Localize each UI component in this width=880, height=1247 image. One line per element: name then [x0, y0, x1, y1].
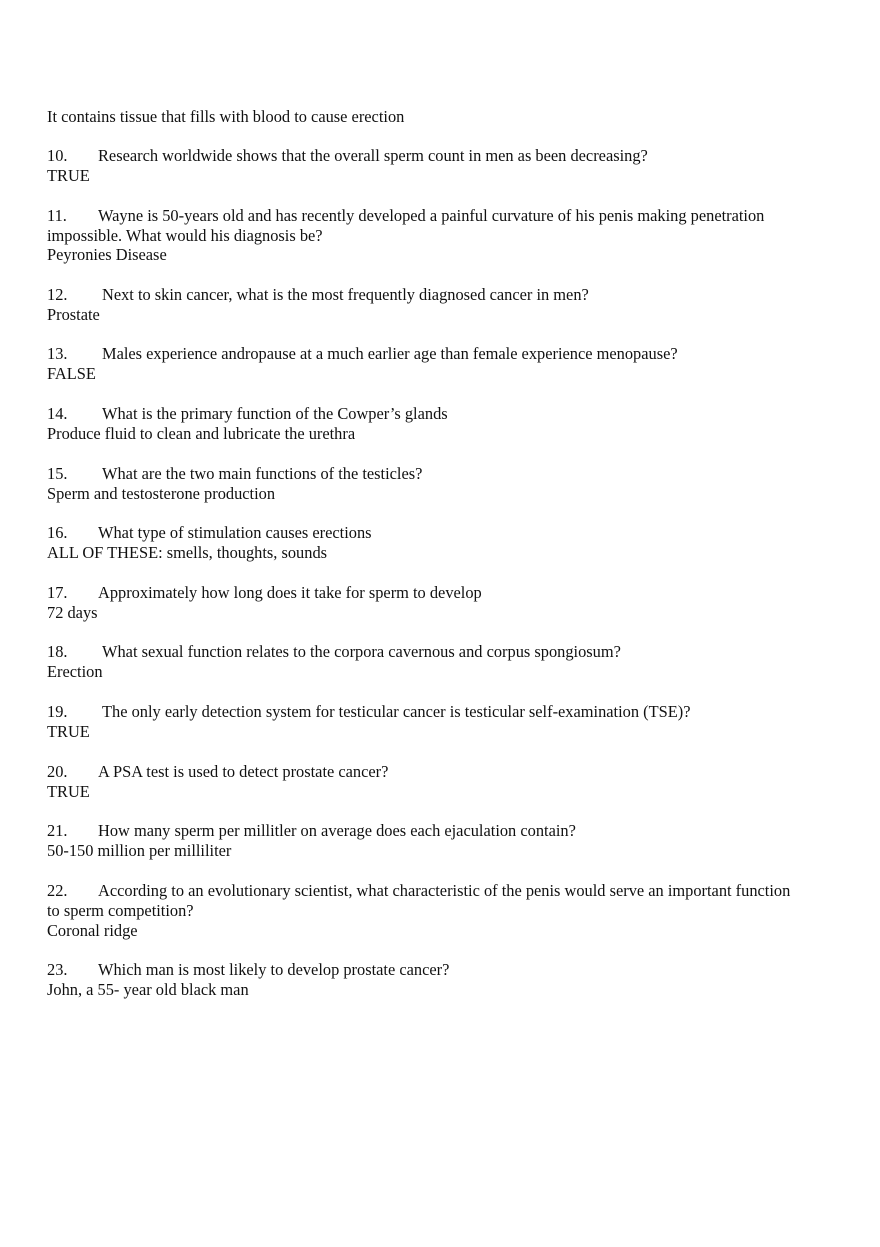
question-text: Approximately how long does it take for sperm to develop — [98, 583, 482, 602]
question-text: Research worldwide shows that the overall sperm count in men as been decreasing? — [98, 146, 648, 165]
question-text: What type of stimulation causes erections — [98, 523, 372, 542]
question-number: 10. — [47, 146, 68, 165]
question-text: Next to skin cancer, what is the most frequently diagnosed cancer in men? — [102, 285, 589, 304]
question-number: 22. — [47, 881, 68, 900]
question-number: 17. — [47, 583, 68, 602]
question-number: 12. — [47, 285, 68, 304]
question-number: 20. — [47, 762, 68, 781]
answer-text: 50-150 million per milliliter — [47, 841, 232, 860]
question-text-line1: According to an evolutionary scientist, what characteristic of the penis would serve an important function — [98, 881, 791, 900]
question-number: 19. — [47, 702, 68, 721]
question-number: 23. — [47, 960, 68, 979]
question-text: How many sperm per millitler on average does each ejaculation contain? — [98, 821, 576, 840]
answer-text: TRUE — [47, 722, 90, 741]
question-text-line1: Wayne is 50-years old and has recently developed a painful curvature of his penis making penetration — [98, 206, 765, 225]
answer-text: Peyronies Disease — [47, 245, 167, 264]
question-text: Males experience andropause at a much earlier age than female experience menopause? — [102, 344, 678, 363]
answer-text: ALL OF THESE: smells, thoughts, sounds — [47, 543, 328, 562]
answer-text: TRUE — [47, 782, 90, 801]
question-number: 16. — [47, 523, 68, 542]
answer-text: Erection — [47, 662, 103, 681]
question-text: What are the two main functions of the testicles? — [102, 464, 423, 483]
answer-text: Sperm and testosterone production — [47, 484, 276, 503]
question-text: The only early detection system for testicular cancer is testicular self-examination (TSE)? — [102, 702, 691, 721]
question-number: 21. — [47, 821, 68, 840]
question-text: What is the primary function of the Cowper’s glands — [102, 404, 448, 423]
answer-text: John, a 55- year old black man — [47, 980, 249, 999]
question-text: Which man is most likely to develop prostate cancer? — [98, 960, 450, 979]
answer-text: FALSE — [47, 364, 96, 383]
question-number: 15. — [47, 464, 68, 483]
question-number: 14. — [47, 404, 68, 423]
question-text: A PSA test is used to detect prostate cancer? — [98, 762, 389, 781]
answer-text: TRUE — [47, 166, 90, 185]
intro-answer: It contains tissue that fills with blood to cause erection — [47, 107, 405, 126]
answer-text: 72 days — [47, 603, 98, 622]
answer-text: Coronal ridge — [47, 921, 138, 940]
question-number: 11. — [47, 206, 67, 225]
answer-text: Prostate — [47, 305, 100, 324]
question-number: 13. — [47, 344, 68, 363]
question-text: What sexual function relates to the corpora cavernous and corpus spongiosum? — [102, 642, 621, 661]
question-text-line2: to sperm competition? — [47, 901, 194, 920]
question-number: 18. — [47, 642, 68, 661]
question-text-line2: impossible. What would his diagnosis be? — [47, 226, 323, 245]
answer-text: Produce fluid to clean and lubricate the urethra — [47, 424, 356, 443]
